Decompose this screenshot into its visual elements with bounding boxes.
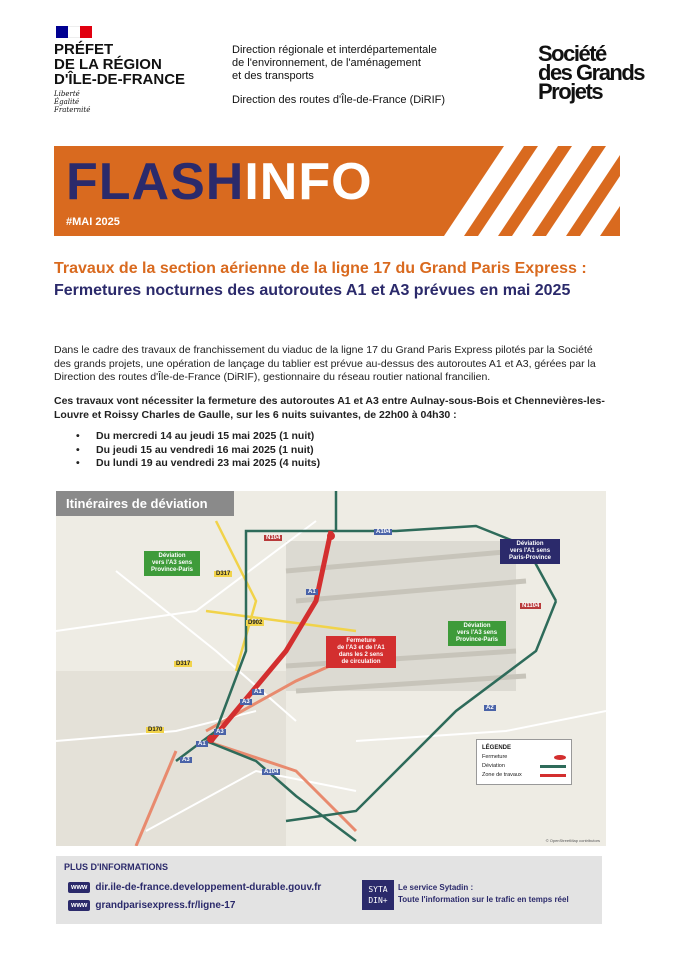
- prefet-line: DE LA RÉGION: [54, 56, 162, 73]
- prefet-line: D'ÎLE-DE-FRANCE: [54, 71, 186, 88]
- closure-marker: [207, 735, 215, 743]
- box-line: vers l'A3 sens: [151, 560, 193, 566]
- legend-title: LÉGENDE: [482, 745, 512, 751]
- direction-line: Direction régionale et interdépartementale: [232, 44, 437, 56]
- detail-paragraph: Ces travaux vont nécessiter la fermeture des autoroutes A1 et A3 entre Aulnay-sous-Bois et Chennevières-les-Louvre et Roissy Charles de Gaulle, sur les 6 nuits suivantes, de 22h00 à 04h30 :: [54, 395, 605, 421]
- box-line: Déviation: [158, 553, 186, 559]
- devise-line: Liberté: [54, 90, 80, 98]
- box-line: de l'A3 et de l'A1: [337, 645, 385, 651]
- flash-info-banner: [54, 146, 620, 236]
- direction-line: de l'environnement, de l'aménagement: [232, 57, 421, 69]
- road-label: A104: [376, 529, 391, 535]
- sytadin-logo: [362, 880, 394, 910]
- box-line: Province-Paris: [455, 637, 499, 643]
- box-line: Fermeture: [346, 638, 376, 644]
- dirif-name: Direction des routes d'Île-de-France (DiRIF): [232, 94, 446, 106]
- sgp-logo-line: des Grands: [538, 60, 645, 85]
- list-item: • Du lundi 19 au vendredi 23 mai 2025 (4 nuits): [76, 457, 320, 471]
- banner-date: #MAI 2025: [66, 216, 120, 228]
- legend-label: Fermeture: [482, 754, 508, 760]
- road-label: N104: [266, 535, 281, 541]
- stripes-decoration: [444, 146, 620, 236]
- www-icon: www: [68, 900, 90, 911]
- prefet-line: PRÉFET: [54, 41, 114, 58]
- road-label: A1: [254, 689, 262, 695]
- road-label: A1: [308, 589, 316, 595]
- legend-row: [482, 771, 566, 780]
- closure-swatch: [554, 755, 566, 760]
- direction-name: [232, 44, 437, 83]
- republique-flag: [56, 26, 92, 38]
- road-label: D317: [216, 571, 231, 577]
- deviation-swatch: [540, 765, 566, 768]
- map-credit: © OpenStreetMap contributors: [545, 838, 600, 843]
- deviation-box-a1-paris-province: [500, 539, 560, 564]
- nights-list: [76, 430, 320, 471]
- sytadin-text: [398, 882, 569, 906]
- legend-row: [482, 762, 566, 771]
- box-line: Déviation: [516, 541, 544, 547]
- headline-part1: Travaux de la section aérienne de la ligne 17 du Grand Paris Express :: [54, 260, 587, 277]
- link-ligne-17[interactable]: [68, 900, 235, 911]
- road-label: D317: [176, 661, 191, 667]
- headline-part2: Fermetures nocturnes des autoroutes A1 et A3 prévues en mai 2025: [54, 282, 571, 299]
- legend-label: Déviation: [482, 763, 505, 769]
- deviation-map: [56, 491, 606, 846]
- legend-label: Zone de travaux: [482, 772, 522, 778]
- sytadin-desc: Toute l'information sur le trafic en temps réel: [398, 895, 569, 904]
- devise: [54, 90, 90, 114]
- devise-line: Fraternité: [54, 106, 91, 114]
- map-legend: [476, 739, 572, 785]
- www-icon: www: [68, 882, 90, 893]
- link-text: dir.ile-de-france.developpement-durable.gouv.fr: [95, 882, 322, 893]
- box-line: Déviation: [463, 623, 491, 629]
- sgp-logo: [538, 41, 645, 104]
- link-text: grandparisexpress.fr/ligne-17: [95, 900, 236, 911]
- road-label: A3: [182, 757, 190, 763]
- road-label: A3: [216, 729, 224, 735]
- closure-marker: [327, 532, 335, 540]
- list-item: • Du mercredi 14 au jeudi 15 mai 2025 (1 nuit): [76, 430, 320, 444]
- road-label: A3: [242, 699, 250, 705]
- intro-paragraph: Dans le cadre des travaux de franchissement du viaduc de la ligne 17 du Grand Paris Express pilotés par la Société des grands projets, une opération de lançage du tablier est prévue au-dessus des autoroutes A1 et A3, gérées par la Direction des routes d'Île-de-France (DiRIF), gestionnaire du réseau routier national francilien.: [54, 344, 596, 383]
- sytadin-logo-line: DIN+: [368, 896, 388, 905]
- map-title: Itinéraires de déviation: [56, 491, 234, 516]
- road-label: N1104: [522, 603, 540, 609]
- more-info-panel: [56, 856, 602, 924]
- sgp-logo-line: Société: [538, 41, 606, 66]
- works-swatch: [540, 774, 566, 777]
- banner-title-info: INFO: [244, 153, 373, 211]
- box-line: Paris-Province: [508, 555, 552, 561]
- link-dirif[interactable]: [68, 882, 321, 893]
- direction-line: et des transports: [232, 70, 314, 82]
- banner-title-flash: FLASH: [66, 153, 245, 211]
- info-title: PLUS D'INFORMATIONS: [64, 862, 168, 872]
- deviation-box-a3-province-paris: [144, 551, 200, 576]
- road-label: A2: [486, 705, 494, 711]
- box-line: vers l'A1 sens: [509, 548, 551, 554]
- road-label: D170: [148, 727, 163, 733]
- devise-line: Égalité: [54, 98, 80, 106]
- road-label: A104: [264, 769, 279, 775]
- banner-title: [66, 152, 373, 212]
- sytadin-title: Le service Sytadin :: [398, 883, 474, 892]
- prefet-logo-text: [54, 42, 185, 87]
- legend-row: [482, 753, 566, 762]
- box-line: Province-Paris: [150, 567, 194, 573]
- list-item: • Du jeudi 15 au vendredi 16 mai 2025 (1 nuit): [76, 444, 320, 458]
- closure-box: [326, 636, 396, 668]
- box-line: vers l'A3 sens: [456, 630, 498, 636]
- sgp-logo-line: Projets: [538, 79, 603, 104]
- deviation-box-a3-province-paris-2: [448, 621, 506, 646]
- box-line: de circulation: [341, 659, 381, 665]
- box-line: dans les 2 sens: [338, 652, 384, 658]
- road-label: A1: [198, 741, 206, 747]
- headline: [54, 258, 606, 302]
- sytadin-logo-line: SYTA: [368, 885, 388, 894]
- road-label: D902: [248, 620, 263, 626]
